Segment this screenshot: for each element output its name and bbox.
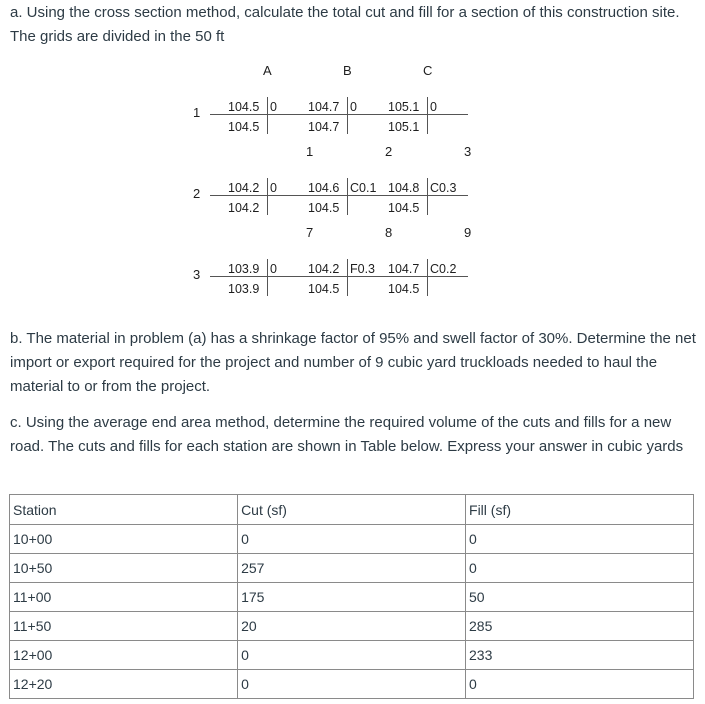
- question-b-text: b. The material in problem (a) has a shrinkage factor of 95% and swell factor of 30%. Determine the net import or export required for the project and number of 9 cubic yard truckloads needed to haul the material to or from the project.: [10, 330, 696, 395]
- grid-line-row-3: [210, 276, 468, 277]
- station-cell: 11+50: [10, 612, 238, 641]
- divider-r3-b: [347, 259, 348, 296]
- row-label-1: 1: [193, 105, 201, 120]
- header-station: Station: [10, 495, 238, 525]
- table-row: [10, 641, 694, 670]
- cell-number-3: 3: [464, 144, 472, 159]
- cell-number-2: 2: [385, 144, 393, 159]
- r3-a-elevation: 103.9: [228, 262, 260, 276]
- table-row: [10, 554, 694, 583]
- r2-a-base: 104.2: [228, 201, 260, 215]
- question-c-text: c. Using the average end area method, determine the required volume of the cuts and fills for a new road. The cuts and fills for each station are shown in Table below. Express your answer in cubic yards: [10, 414, 684, 455]
- fill-cell: 0: [466, 554, 694, 583]
- cell-number-8: 8: [385, 225, 393, 240]
- r2-c-elevation: 104.8: [388, 181, 420, 195]
- station-cell: 12+20: [10, 670, 238, 699]
- r2-a-elevation: 104.2: [228, 181, 260, 195]
- table-row: [10, 583, 694, 612]
- station-cell: 11+00: [10, 583, 238, 612]
- station-cell: 12+00: [10, 641, 238, 670]
- r1-c-elevation: 105.1: [388, 100, 420, 114]
- r1-a-elevation: 104.5: [228, 100, 260, 114]
- r2-b-base: 104.5: [308, 201, 340, 215]
- cut-cell: 0: [238, 641, 466, 670]
- cell-number-7: 7: [306, 225, 314, 240]
- question-a-text: a. Using the cross section method, calculate the total cut and fill for a section of this construction site. The grids are divided in the 50 ft: [10, 4, 680, 45]
- grid-line-row-1: [210, 114, 468, 115]
- fill-cell: 0: [466, 525, 694, 554]
- r3-a-base: 103.9: [228, 282, 260, 296]
- table-row: [10, 612, 694, 641]
- r2-b-elevation: 104.6: [308, 181, 340, 195]
- cut-cell: 0: [238, 670, 466, 699]
- fill-cell: 50: [466, 583, 694, 612]
- divider-r2-c: [427, 178, 428, 215]
- cut-fill-table: [9, 494, 694, 699]
- r1-b-base: 104.7: [308, 120, 340, 134]
- row-label-2: 2: [193, 186, 201, 201]
- table-header-row: [10, 495, 694, 525]
- cell-number-1: 1: [306, 144, 314, 159]
- divider-r3-a: [267, 259, 268, 296]
- cut-cell: 0: [238, 525, 466, 554]
- grid-line-row-2: [210, 195, 468, 196]
- cell-number-9: 9: [464, 225, 472, 240]
- r3-c-base: 104.5: [388, 282, 420, 296]
- header-cut: Cut (sf): [238, 495, 466, 525]
- row-label-3: 3: [193, 267, 201, 282]
- divider-r1-a: [267, 97, 268, 134]
- grid-figure: [0, 0, 705, 300]
- r3-b-cut-fill: F0.3: [350, 262, 376, 276]
- r1-b-cut-fill: 0: [350, 100, 357, 114]
- fill-cell: 285: [466, 612, 694, 641]
- station-cell: 10+50: [10, 554, 238, 583]
- divider-r2-b: [347, 178, 348, 215]
- r3-c-elevation: 104.7: [388, 262, 420, 276]
- header-fill: Fill (sf): [466, 495, 694, 525]
- r1-c-base: 105.1: [388, 120, 420, 134]
- cut-cell: 175: [238, 583, 466, 612]
- cut-cell: 20: [238, 612, 466, 641]
- cut-cell: 257: [238, 554, 466, 583]
- column-label-c: C: [423, 63, 433, 78]
- r1-b-elevation: 104.7: [308, 100, 340, 114]
- r2-b-cut-fill: C0.1: [350, 181, 377, 195]
- r2-c-base: 104.5: [388, 201, 420, 215]
- column-label-b: B: [343, 63, 352, 78]
- r2-c-cut-fill: C0.3: [430, 181, 457, 195]
- r3-b-elevation: 104.2: [308, 262, 340, 276]
- r3-c-cut-fill: C0.2: [430, 262, 457, 276]
- column-label-a: A: [263, 63, 272, 78]
- divider-r3-c: [427, 259, 428, 296]
- r1-c-cut-fill: 0: [430, 100, 437, 114]
- fill-cell: 0: [466, 670, 694, 699]
- table-row: [10, 670, 694, 699]
- divider-r1-c: [427, 97, 428, 134]
- station-cell: 10+00: [10, 525, 238, 554]
- r1-a-cut-fill: 0: [270, 100, 277, 114]
- fill-cell: 233: [466, 641, 694, 670]
- divider-r2-a: [267, 178, 268, 215]
- r3-b-base: 104.5: [308, 282, 340, 296]
- table-row: [10, 525, 694, 554]
- r1-a-base: 104.5: [228, 120, 260, 134]
- r3-a-cut-fill: 0: [270, 262, 277, 276]
- r2-a-cut-fill: 0: [270, 181, 277, 195]
- divider-r1-b: [347, 97, 348, 134]
